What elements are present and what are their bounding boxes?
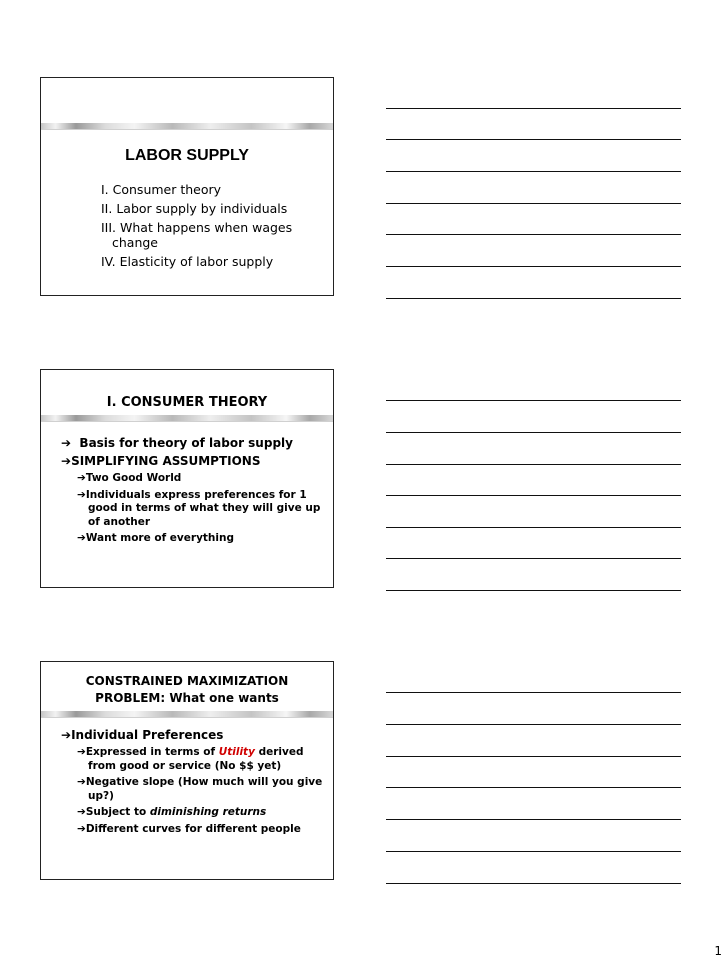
utility-emphasis: Utility (218, 746, 255, 758)
note-line (386, 851, 681, 852)
slide-3 (40, 661, 334, 880)
bullet-list (61, 436, 325, 546)
outline-item: II. Labor supply by individuals (101, 201, 288, 216)
note-line (386, 527, 681, 528)
slide-1 (40, 77, 334, 296)
sub-bullet-item: ➔Different curves for different people (77, 822, 301, 835)
note-line (386, 432, 681, 433)
note-line (386, 756, 681, 757)
bullet-item: ➔ Basis for theory of labor supply (61, 436, 293, 450)
bullet-item: ➔Individual Preferences (61, 728, 224, 742)
note-line (386, 819, 681, 820)
slide-title: I. CONSUMER THEORY (106, 395, 268, 410)
bullet-item: ➔SIMPLIFYING ASSUMPTIONS (61, 454, 261, 468)
note-line (386, 266, 681, 267)
diminishing-returns-emphasis: diminishing returns (149, 806, 267, 818)
arrow-right-icon: ➔ (61, 454, 72, 468)
arrow-right-icon: ➔ (77, 488, 86, 501)
note-line (386, 400, 681, 401)
note-line (386, 787, 681, 788)
bullet-list (61, 728, 325, 836)
arrow-right-icon: ➔ (77, 532, 86, 544)
note-line (386, 590, 681, 591)
slide-decoration-bar (41, 711, 333, 717)
arrow-right-icon: ➔ (77, 746, 86, 758)
note-line (386, 298, 681, 299)
sub-bullet-item: ➔Want more of everything (77, 532, 234, 544)
arrow-right-icon: ➔ (61, 728, 72, 742)
outline-item: I. Consumer theory (101, 182, 222, 197)
page-number: 1 (714, 944, 722, 958)
slide-title: LABOR SUPPLY (125, 147, 249, 164)
note-line (386, 883, 681, 884)
slide-decoration-bar (41, 123, 333, 129)
note-line (386, 108, 681, 109)
arrow-right-icon: ➔ (77, 822, 86, 835)
note-line (386, 495, 681, 496)
arrow-right-icon: ➔ (61, 436, 72, 450)
arrow-right-icon: ➔ (77, 472, 86, 484)
sub-bullet-item: ➔Negative slope (How much will you give up?) (77, 776, 323, 802)
note-line (386, 203, 681, 204)
slide-decoration-bar (41, 415, 333, 421)
arrow-right-icon: ➔ (77, 776, 86, 788)
sub-bullet-item: ➔Subject to diminishing returns (77, 806, 267, 818)
arrow-right-icon: ➔ (77, 806, 86, 818)
note-line (386, 558, 681, 559)
note-line (386, 234, 681, 235)
note-line (386, 464, 681, 465)
note-line (386, 171, 681, 172)
note-line (386, 692, 681, 693)
sub-bullet-item: ➔Individuals express preferences for 1 good in terms of what they will give up of another (77, 488, 321, 528)
sub-bullet-item: ➔Two Good World (77, 472, 182, 484)
outline-list (101, 182, 316, 273)
note-line (386, 724, 681, 725)
note-line (386, 139, 681, 140)
outline-item: III. What happens when wages change (101, 220, 293, 250)
slide-title: CONSTRAINED MAXIMIZATION PROBLEM: What one wants (85, 674, 289, 705)
sub-bullet-item: ➔Expressed in terms of Utility derived from good or service (No $$ yet) (77, 746, 304, 772)
outline-item: IV. Elasticity of labor supply (101, 254, 274, 269)
slide-2 (40, 369, 334, 588)
